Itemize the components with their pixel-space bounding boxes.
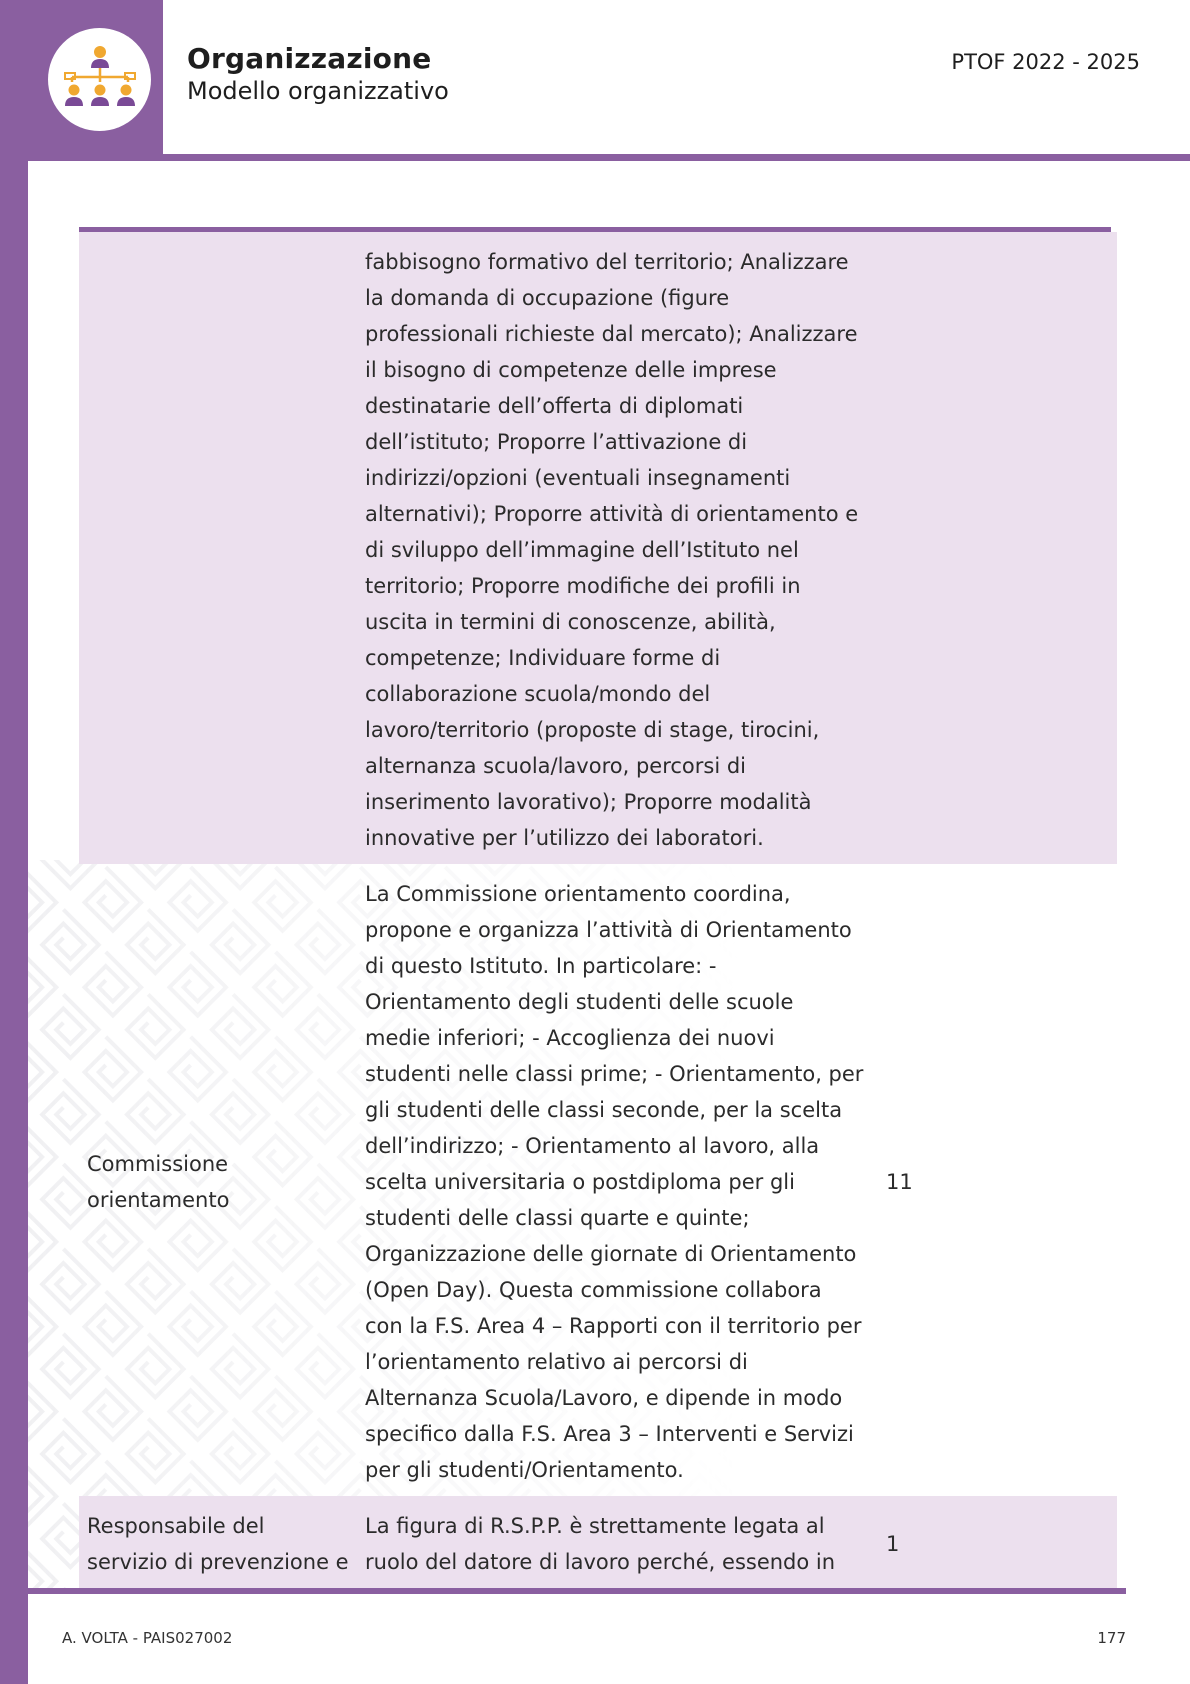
footer-school: A. VOLTA - PAIS027002 <box>62 1629 233 1647</box>
header-divider <box>28 154 1190 161</box>
table-row <box>79 232 1117 864</box>
document-label: PTOF 2022 - 2025 <box>951 50 1140 74</box>
role-cell: Commissione orientamento <box>87 1152 230 1212</box>
left-accent-bar <box>0 0 28 1684</box>
table-row <box>79 864 1117 1496</box>
page-number: 177 <box>1097 1629 1126 1647</box>
description-cell: fabbisogno formativo del territorio; Analizzare la domanda di occupazione (figure professionali richieste dal mercato); Analizzare il bisogno di competenze delle imprese destinatarie dell’offerta di diplomati dell’istituto; Proporre l’attivazione di indirizzi/opzioni (eventuali insegnamenti alternativi); Proporre attività di orientamento e di sviluppo dell’immagine dell’Istituto nel territorio; Proporre modifiche dei profili in uscita in termini di conoscenze, abilità, competenze; Individuare forme di collaborazione scuola/mondo del lavoro/territorio (proposte di stage, tirocini, alternanza scuola/lavoro, percorsi di inserimento lavorativo); Proporre modalità innovative per l’utilizzo dei laboratori. <box>357 232 872 864</box>
role-cell <box>79 232 357 864</box>
page-subtitle: Modello organizzativo <box>187 77 449 105</box>
header-logo-block <box>0 0 163 161</box>
logo-circle <box>48 28 151 131</box>
role-cell: Responsabile del servizio di prevenzione e <box>79 1496 357 1588</box>
count-cell: 1 <box>872 1496 1117 1588</box>
roles-table <box>79 227 1111 1588</box>
count-cell <box>872 232 1117 864</box>
footer-divider <box>28 1588 1126 1594</box>
description-cell: La Commissione orientamento coordina, propone e organizza l’attività di Orientamento di questo Istituto. In particolare: - Orientamento degli studenti delle scuole medie inferiori; - Accoglienza dei nuovi studenti nelle classi prime; - Orientamento, per gli studenti delle classi seconde, per la scelta dell’indirizzo; - Orientamento al lavoro, alla scelta universitaria o postdiploma per gli studenti delle classi quarte e quinte; Organizzazione delle giornate di Orientamento (Open Day). Questa commissione collabora con la F.S. Area 4 – Rapporti con il territorio per l’orientamento relativo ai percorsi di Alternanza Scuola/Lavoro, e dipende in modo specifico dalla F.S. Area 3 – Interventi e Servizi per gli studenti/Orientamento. <box>365 882 864 1482</box>
description-cell: La figura di R.S.P.P. è strettamente legata al ruolo del datore di lavoro perché, essendo in <box>357 1496 872 1588</box>
page-title: Organizzazione <box>187 42 432 75</box>
count-cell: 11 <box>886 1170 913 1194</box>
table-row <box>79 1496 1117 1588</box>
org-chart-icon <box>62 44 138 114</box>
